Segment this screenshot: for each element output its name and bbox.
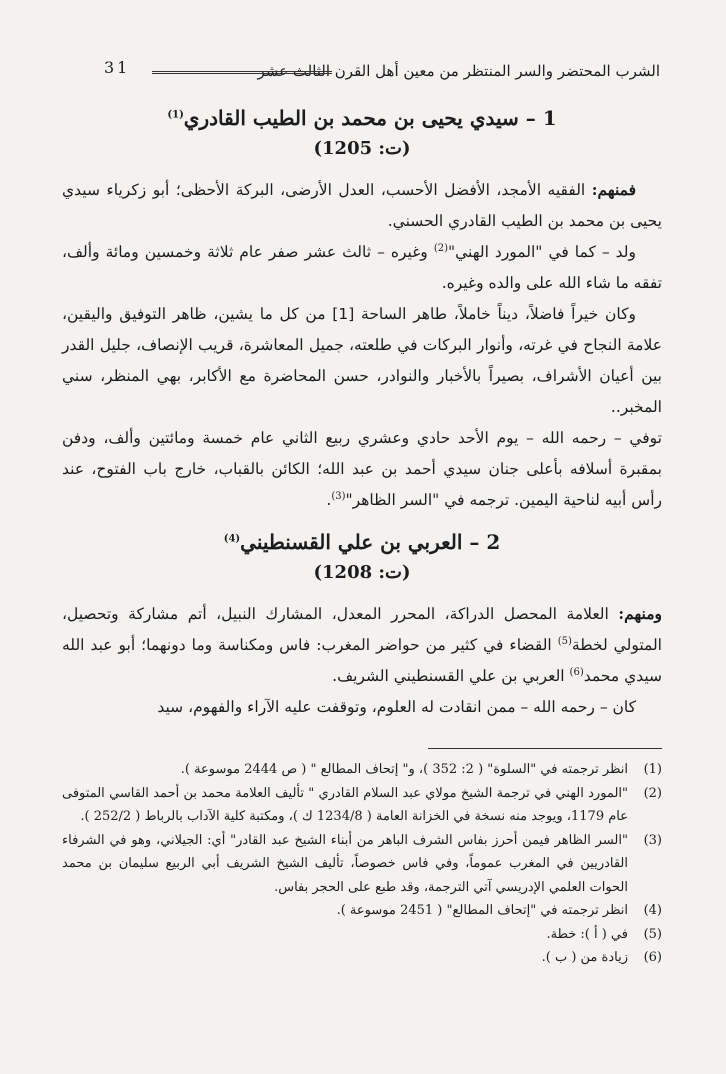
entry-death-date: (ت: 1208) (313, 562, 411, 583)
main-text (62, 92, 662, 723)
footnote-number: (6) (643, 950, 662, 965)
footnote-ref[interactable]: (1) (167, 109, 184, 121)
page-number: 31 (104, 58, 131, 77)
paragraph: ولد – كما في "المورد الهني"$^{(2)}$ وغيره – ثالث عشر صفر عام ثلاثة وخمسين ومائة وألف، تفقه ما شاء الله على والده وغيره. (62, 242, 662, 292)
footnote-separator (428, 748, 662, 749)
entry-title: 2 – العربي بن علي القسنطيني$^{(4)}$ (223, 530, 501, 554)
running-head-title: الشرب المحتضر والسر المنتظر من معين أهل القرن الثالث عشر (257, 62, 660, 80)
paragraph: وكان خيراً فاضلاً، ديناً خاملاً، طاهر الساحة [1] من كل ما يشين، ظاهر التوفيق واليقين، علامة النجاح في غرته، وأنوار البركات في طلعته، جميل المعاشرة، قريب الإنصاف، جليل القدر بين أعيان الأشراف، بصيراً بالأخبار والنوادر، حسن المحاضرة مع الأكابر، بهي المنظر، سني المخبر.. (62, 305, 662, 416)
footnote-number: (1) (643, 762, 662, 777)
paragraph-lead: ومنهم: (618, 604, 662, 623)
footnote-number: (5) (643, 926, 662, 942)
footnote: (5) في ( أ ): خطة. (62, 923, 662, 947)
footnote-ref[interactable]: (6) (569, 666, 584, 678)
running-head (104, 56, 660, 84)
footnote-ref[interactable]: (3) (331, 490, 346, 502)
footnote-ref[interactable]: (4) (223, 533, 241, 545)
footnote-ref[interactable]: (2) (433, 242, 448, 254)
paragraph: كان – رحمه الله – ممن انقادت له العلوم، وتوقفت عليه الآراء والفهوم، سيد (157, 698, 636, 716)
footnote: (3) "السر الظاهر فيمن أحرز بفاس الشرف الباهر من أبناء الشيخ عبد القادر" أي: الجيلاني، وهو في الشرفاء القادريين في المغرب عموماً، وفي فاس خصوصاً، تأليف الشيخ الشريف أبي الربيع سليمان بن محمد الحوات العلمي الإدريسي آتي الترجمة، وقد طبع على الحجر بفاس. (62, 829, 662, 900)
entry-death-date: (ت: 1205) (313, 138, 411, 159)
paragraph: ومنهم: العلامة المحصل الدراكة، المحرر المعدل، المشارك النبيل، أتم مشاركة وتحصيل، المتولي لخطة$^{(5)}$ القضاء في كثير من حواضر المغرب: فاس ومكناسة وما دونهما؛ أبو عبد الله سيدي محمد$^{(6)}$ العربي بن علي القسنطيني الشريف. (62, 604, 662, 685)
footnote: (6) زيادة من ( ب ). (62, 946, 662, 970)
running-head-rule (152, 71, 332, 74)
manuscript-page-marker: [1] (332, 305, 355, 323)
entry-title: 1 – سيدي يحيى بن محمد بن الطيب القادري$^{(1)}$ (167, 106, 557, 130)
footnotes (62, 758, 662, 970)
footnote-number: (3) (643, 832, 662, 848)
footnote-number: (2) (643, 785, 662, 801)
footnote-ref[interactable]: (5) (557, 635, 572, 647)
paragraph-lead: فمنهم: (591, 180, 636, 199)
paragraph: توفي – رحمه الله – يوم الأحد حادي وعشري ربيع الثاني عام خمسة ومائتين وألف، ودفن بمقبرة أسلافه بأعلى جنان سيدي أحمد بن عبد الله؛ الكائن بالقباب، خارج باب الفتوح، عند رأس أبيه لناحية اليمين. ترجمه في "السر الظاهر"$^{(3)}$. (62, 429, 662, 509)
footnote: (4) انظر ترجمته في "إتحاف المطالع" ( 2451 موسوعة ). (62, 899, 662, 923)
footnote-number: (4) (643, 903, 662, 918)
footnote: (1) انظر ترجمته في "السلوة" ( 2: 352 )، و" إتحاف المطالع " ( ص 2444 موسوعة ). (62, 758, 662, 782)
paragraph: فمنهم: الفقيه الأمجد، الأفضل الأحسب، العدل الأرضى، البركة الأحظى؛ أبو زكرياء سيدي يحيى بن محمد بن الطيب القادري الحسني. (62, 180, 662, 230)
footnote: (2) "المورد الهني في ترجمة الشيخ مولاي عبد السلام القادري " تأليف العلامة محمد بن أحمد القاسي المتوفى عام 1179، ويوجد منه نسخة في الخزانة العامة ( 1234/8 ك )، ومكتبة كلية الآداب بالرباط ( 252/2 ). (62, 782, 662, 829)
